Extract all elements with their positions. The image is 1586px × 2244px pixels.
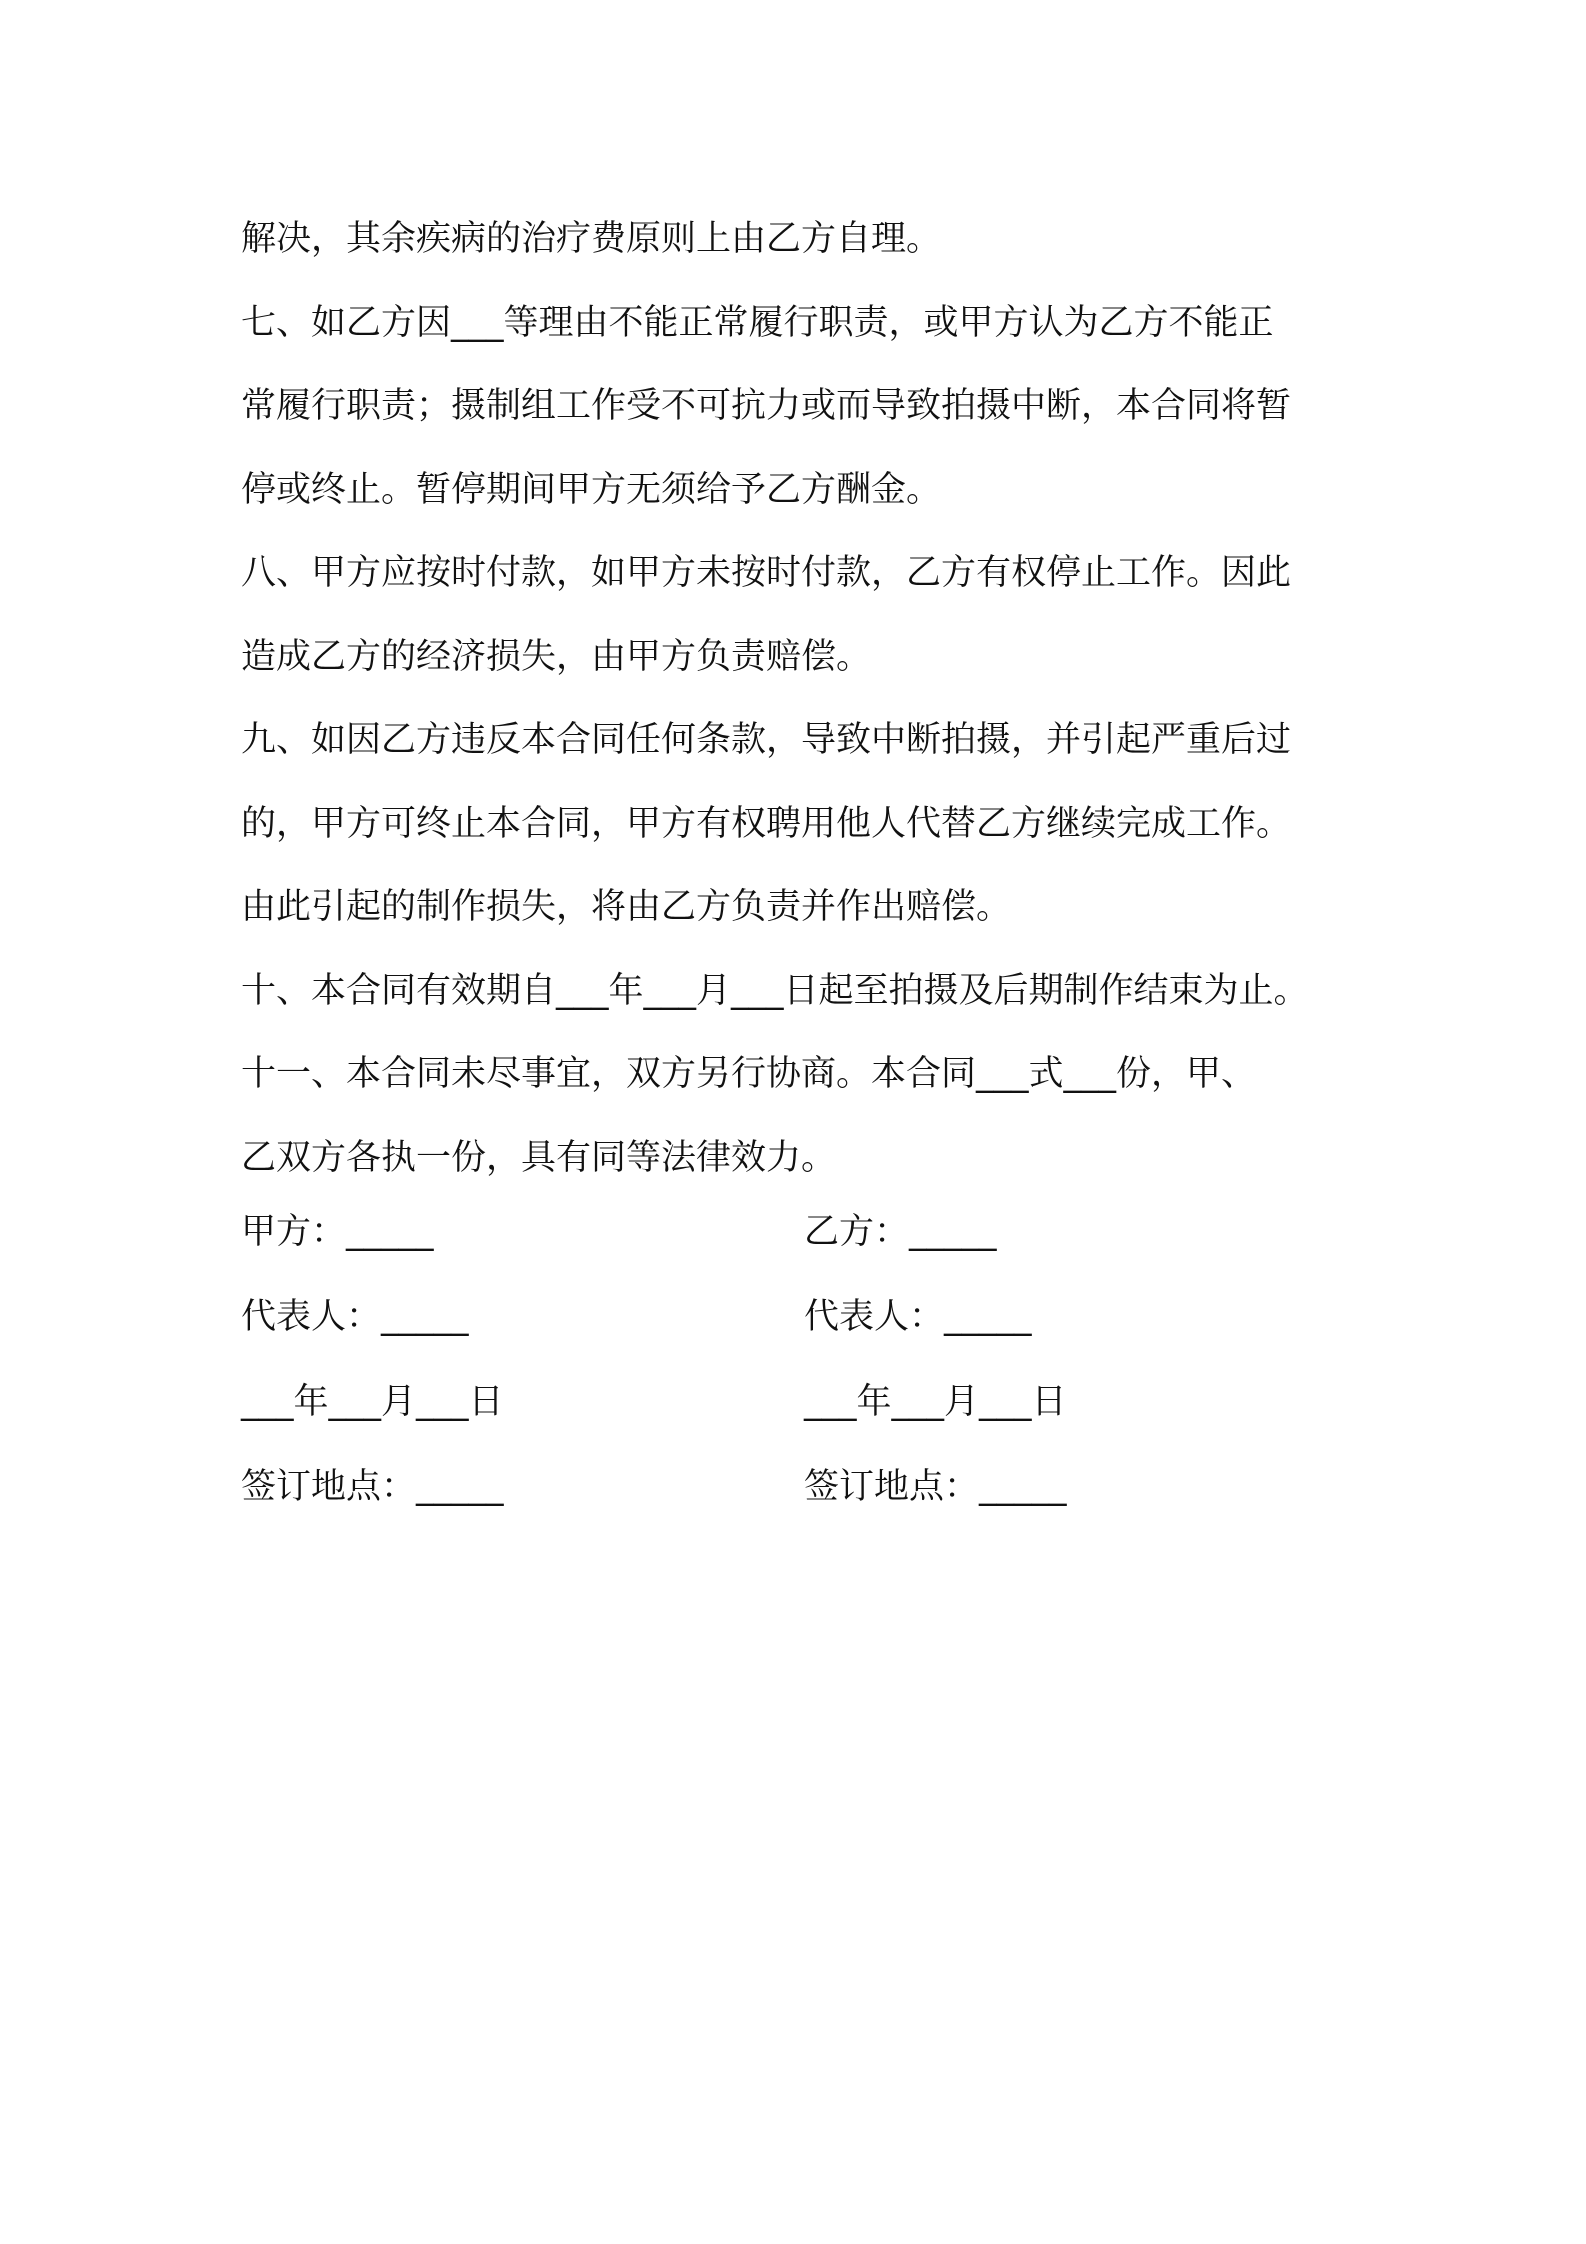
party-a-label: 甲方：_____ — [241, 1212, 434, 1252]
signature-row-date — [241, 1360, 1381, 1445]
text-line: 由此引起的制作损失，将由乙方负责并作出赔偿。 — [241, 887, 1012, 927]
party-a-date: ___年___月___日 — [241, 1382, 504, 1422]
text-line: 八、甲方应按时付款，如甲方未按时付款，乙方有权停止工作。因此 — [241, 553, 1292, 593]
signature-row-representative — [241, 1275, 1381, 1360]
text-line: 九、如因乙方违反本合同任何条款，导致中断拍摄，并引起严重后过 — [241, 720, 1292, 760]
text-line: 乙双方各执一份，具有同等法律效力。 — [241, 1137, 837, 1178]
text-line: 解决，其余疾病的治疗费原则上由乙方自理。 — [241, 219, 942, 259]
text-line: 常履行职责；摄制组工作受不可抗力或而导致拍摄中断，本合同将暂 — [241, 386, 1292, 426]
text-line: 停或终止。暂停期间甲方无须给予乙方酬金。 — [241, 469, 942, 510]
text-line: 的，甲方可终止本合同，甲方有权聘用他人代替乙方继续完成工作。 — [241, 803, 1292, 844]
signature-row-party — [241, 1190, 1381, 1275]
party-a-signing-place: 签订地点：_____ — [241, 1467, 504, 1507]
party-a-representative: 代表人：_____ — [241, 1297, 469, 1337]
party-b-signing-place: 签订地点：_____ — [804, 1467, 1067, 1507]
text-line: 造成乙方的经济损失，由甲方负责赔偿。 — [241, 636, 872, 677]
text-line: 十一、本合同未尽事宜，双方另行协商。本合同___式___份，甲、 — [241, 1054, 1257, 1094]
signature-block — [241, 1190, 1381, 1530]
party-b-label: 乙方：_____ — [804, 1212, 997, 1252]
text-line: 七、如乙方因___等理由不能正常履行职责，或甲方认为乙方不能正 — [241, 302, 1274, 343]
party-b-representative: 代表人：_____ — [804, 1297, 1032, 1337]
text-line: 十、本合同有效期自___年___月___日起至拍摄及后期制作结束为止。 — [241, 970, 1309, 1011]
signature-row-place — [241, 1445, 1381, 1530]
contract-body — [241, 198, 1381, 1200]
party-b-date: ___年___月___日 — [804, 1382, 1067, 1422]
